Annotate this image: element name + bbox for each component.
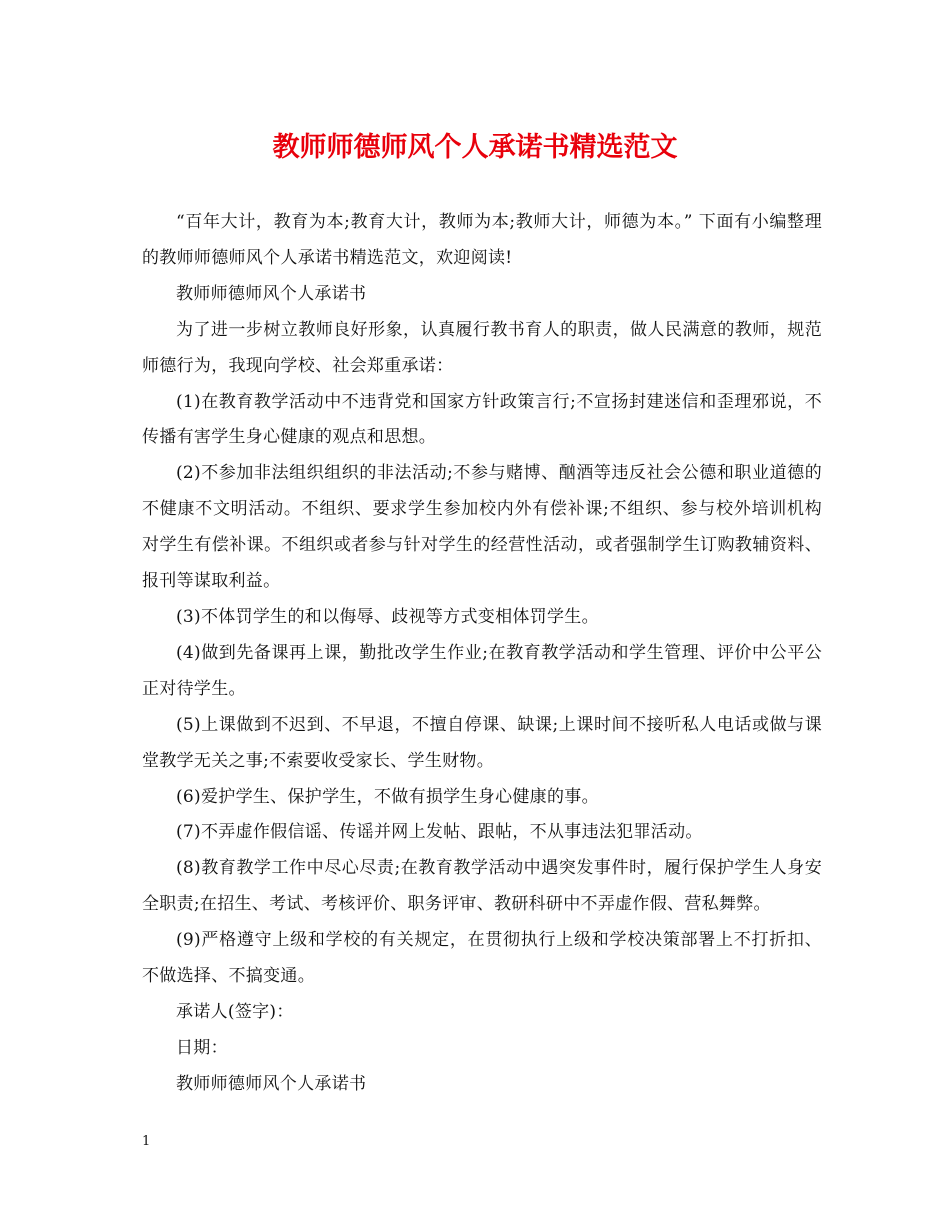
promise-item-5: (5)上课做到不迟到、不早退，不擅自停课、缺课;上课时间不接听私人电话或做与课堂教学无关之事;不索要收受家长、学生财物。 [142, 714, 822, 771]
promise-item-6: (6)爱护学生、保护学生，不做有损学生身心健康的事。 [176, 786, 599, 807]
paragraph-heading: 教师师德师风个人承诺书 [176, 283, 367, 304]
promise-item-4: (4)做到先备课再上课，勤批改学生作业;在教育教学活动和学生管理、评价中公平公正对待学生。 [142, 642, 822, 699]
page-number: 1 [142, 1134, 151, 1149]
promise-item-9: (9)严格遵守上级和学校的有关规定，在贯彻执行上级和学校决策部署上不打折扣、不做选择、不搞变通。 [142, 930, 822, 987]
date-line: 日期： [176, 1037, 228, 1058]
promise-item-3: (3)不体罚学生的和以侮辱、歧视等方式变相体罚学生。 [176, 606, 599, 627]
paragraph-heading-repeat: 教师师德师风个人承诺书 [176, 1073, 367, 1094]
paragraph-intro: “百年大计，教育为本;教育大计，教师为本;教师大计，师德为本。” 下面有小编整理的教师师德师风个人承诺书精选范文，欢迎阅读! [142, 212, 822, 268]
signature-line: 承诺人(签字)： [176, 1001, 294, 1022]
promise-item-2: (2)不参加非法组织组织的非法活动;不参与赌博、酗酒等违反社会公德和职业道德的不健康不文明活动。不组织、要求学生参加校内外有偿补课;不组织、参与校外培训机构对学生有偿补课。不组织或者参与针对学生的经营性活动，或者强制学生订购教辅资料、报刊等谋取利益。 [142, 463, 822, 592]
promise-item-1: (1)在教育教学活动中不违背党和国家方针政策言行;不宣扬封建迷信和歪理邪说，不传播有害学生身心健康的观点和思想。 [142, 391, 822, 448]
promise-item-8: (8)教育教学工作中尽心尽责;在教育教学活动中遇突发事件时，履行保护学生人身安全职责;在招生、考试、考核评价、职务评审、教研科研中不弄虚作假、营私舞弊。 [142, 858, 822, 915]
promise-item-7: (7)不弄虚作假信谣、传谣并网上发帖、跟帖，不从事违法犯罪活动。 [176, 822, 703, 843]
document-body [142, 205, 822, 1103]
paragraph-preamble: 为了进一步树立教师良好形象，认真履行教书育人的职责，做人民满意的教师，规范师德行为，我现向学校、社会郑重承诺： [142, 319, 822, 376]
document-title: 教师师德师风个人承诺书精选范文 [272, 132, 678, 163]
